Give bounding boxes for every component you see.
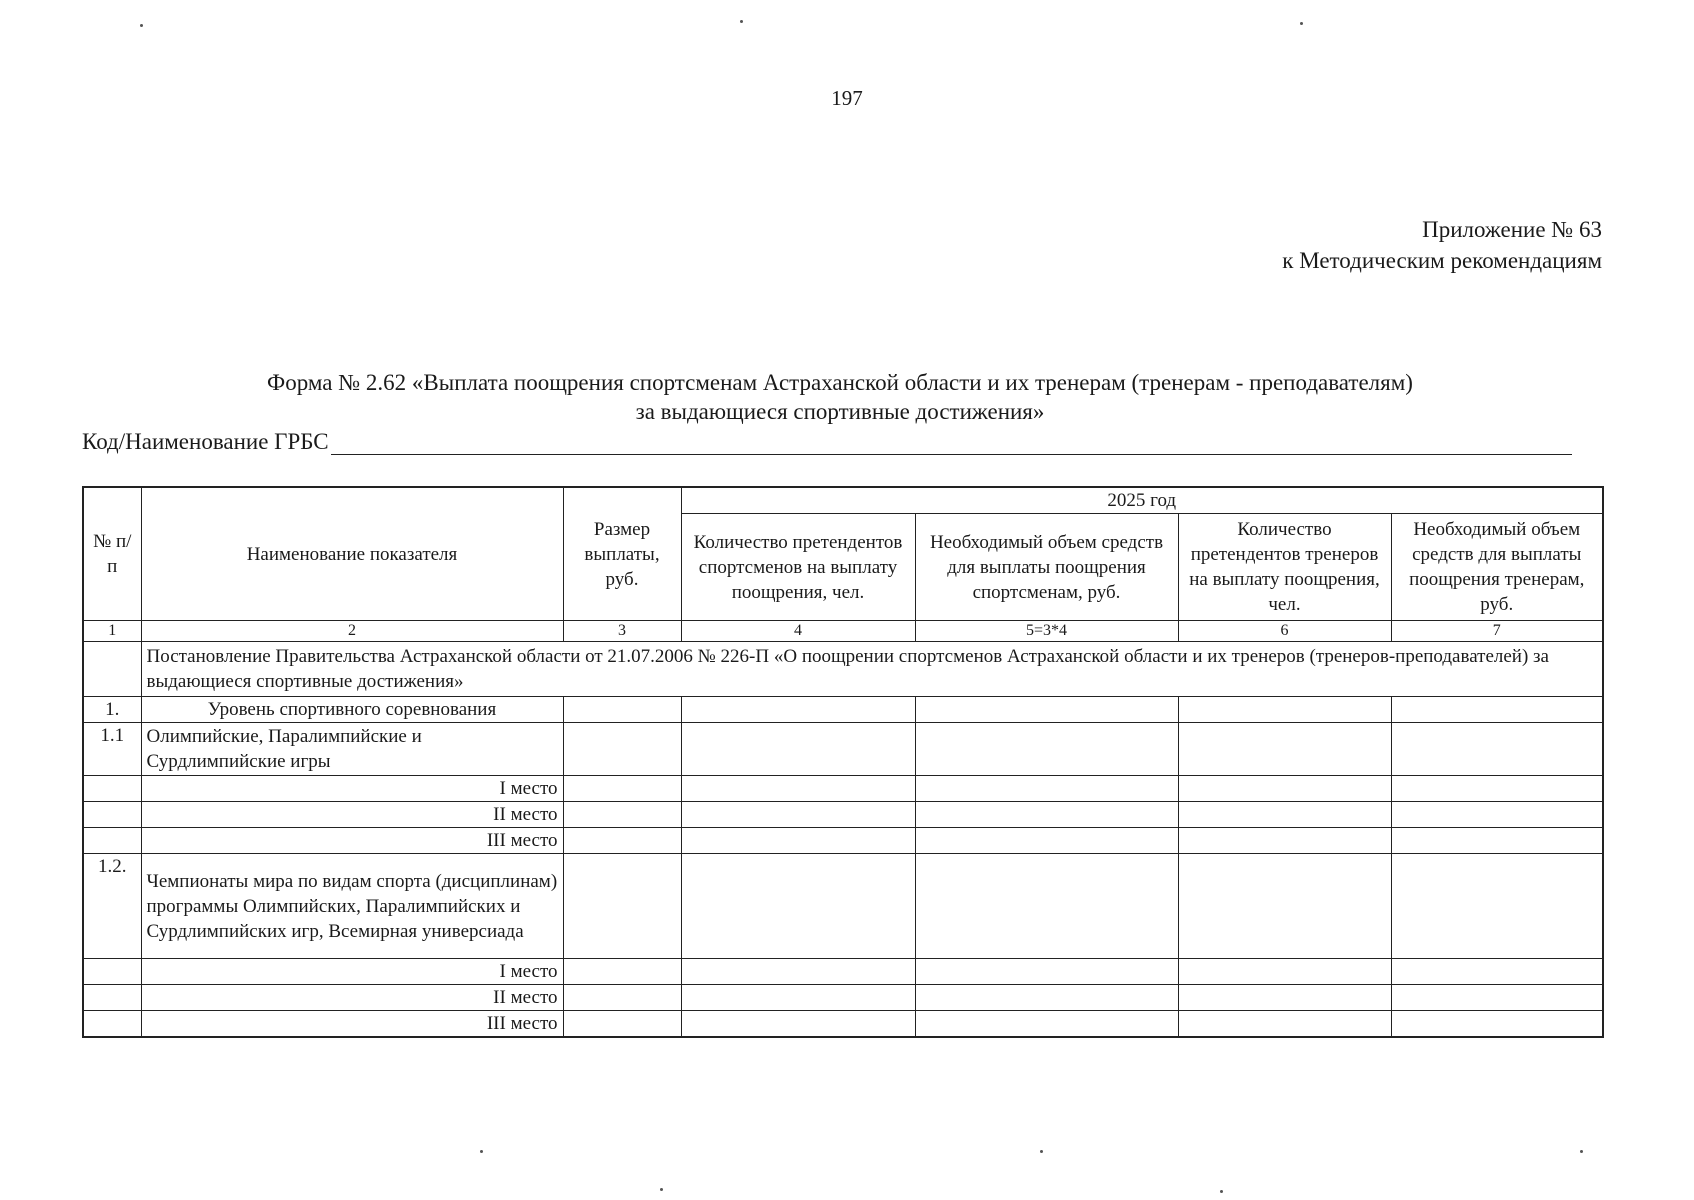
column-number: 3 [563, 621, 681, 642]
row-num [83, 802, 141, 828]
row-num [83, 985, 141, 1011]
row-name: III место [141, 1011, 563, 1038]
athletes-funds-cell [915, 802, 1178, 828]
coaches-count-cell [1178, 697, 1391, 723]
payment-cell [563, 854, 681, 959]
athletes-count-cell [681, 776, 915, 802]
scan-speck [1300, 22, 1303, 25]
scan-speck [140, 24, 143, 27]
resolution-row [83, 642, 1603, 697]
table-row [83, 854, 1603, 959]
row-name: III место [141, 828, 563, 854]
table-row [83, 985, 1603, 1011]
athletes-count-cell [681, 802, 915, 828]
resolution-num-cell [83, 642, 141, 697]
athletes-count-cell [681, 854, 915, 959]
header-athletes-count: Количество претендентов спортсменов на выплату поощрения, чел. [681, 514, 915, 621]
coaches-count-cell [1178, 802, 1391, 828]
row-num [83, 1011, 141, 1038]
row-name: Олимпийские, Паралимпийские и Сурдлимпийские игры [141, 723, 563, 776]
appendix-subtitle: к Методическим рекомендациям [1282, 248, 1602, 273]
table-row [83, 776, 1603, 802]
appendix-title: Приложение № 63 [1422, 217, 1602, 242]
row-name: I место [141, 776, 563, 802]
row-num: 1.1 [83, 723, 141, 776]
header-payment: Размер выплаты, руб. [563, 487, 681, 621]
coaches-funds-cell [1391, 776, 1603, 802]
row-name: II место [141, 985, 563, 1011]
coaches-funds-cell [1391, 802, 1603, 828]
column-number: 5=3*4 [915, 621, 1178, 642]
header-year: 2025 год [681, 487, 1603, 514]
table-row [83, 802, 1603, 828]
payment-cell [563, 985, 681, 1011]
scan-speck [1220, 1190, 1223, 1193]
scan-speck [740, 20, 743, 23]
grbs-label: Код/Наименование ГРБС [82, 429, 329, 454]
payment-cell [563, 828, 681, 854]
row-num [83, 828, 141, 854]
scan-speck [660, 1188, 663, 1191]
coaches-funds-cell [1391, 854, 1603, 959]
grbs-fill-line [331, 430, 1572, 455]
coaches-funds-cell [1391, 1011, 1603, 1038]
athletes-funds-cell [915, 828, 1178, 854]
coaches-count-cell [1178, 723, 1391, 776]
athletes-funds-cell [915, 723, 1178, 776]
scan-speck [1040, 1150, 1043, 1153]
column-number-row [83, 621, 1603, 642]
row-num: 1. [83, 697, 141, 723]
athletes-funds-cell [915, 959, 1178, 985]
athletes-funds-cell [915, 1011, 1178, 1038]
coaches-count-cell [1178, 828, 1391, 854]
coaches-funds-cell [1391, 959, 1603, 985]
athletes-count-cell [681, 828, 915, 854]
grbs-field [82, 429, 1572, 455]
coaches-funds-cell [1391, 723, 1603, 776]
scan-speck [1580, 1150, 1583, 1153]
table-row [83, 723, 1603, 776]
payment-cell [563, 802, 681, 828]
header-athletes-funds: Необходимый объем средств для выплаты поощрения спортсменам, руб. [915, 514, 1178, 621]
athletes-count-cell [681, 697, 915, 723]
payment-cell [563, 723, 681, 776]
page-number: 197 [831, 86, 863, 110]
row-num [83, 776, 141, 802]
coaches-count-cell [1178, 959, 1391, 985]
coaches-count-cell [1178, 985, 1391, 1011]
coaches-funds-cell [1391, 828, 1603, 854]
row-name: Уровень спортивного соревнования [141, 697, 563, 723]
column-number: 4 [681, 621, 915, 642]
row-num [83, 959, 141, 985]
athletes-count-cell [681, 1011, 915, 1038]
resolution-text: Постановление Правительства Астраханской области от 21.07.2006 № 226-П «О поощрении спортсменов Астраханской области и их тренеров (тренеров-преподавателей) за выдающиеся спортивные достижения» [141, 642, 1603, 697]
form-title-line-1: Форма № 2.62 «Выплата поощрения спортсменам Астраханской области и их тренерам (тренерам - преподавателям) [267, 370, 1413, 395]
payment-cell [563, 1011, 681, 1038]
payment-cell [563, 776, 681, 802]
header-num: № п/п [83, 487, 141, 621]
coaches-count-cell [1178, 1011, 1391, 1038]
column-number: 1 [83, 621, 141, 642]
row-name: Чемпионаты мира по видам спорта (дисциплинам) программы Олимпийских, Паралимпийских и Сурдлимпийских игр, Всемирная универсиада [141, 854, 563, 959]
athletes-funds-cell [915, 697, 1178, 723]
table-row [83, 828, 1603, 854]
athletes-count-cell [681, 959, 915, 985]
header-row-main [83, 487, 1603, 514]
athletes-funds-cell [915, 776, 1178, 802]
payment-cell [563, 697, 681, 723]
header-coaches-funds: Необходимый объем средств для выплаты поощрения тренерам, руб. [1391, 514, 1603, 621]
form-title [120, 368, 1560, 426]
column-number: 6 [1178, 621, 1391, 642]
scan-speck [480, 1150, 483, 1153]
coaches-funds-cell [1391, 697, 1603, 723]
table-row [83, 959, 1603, 985]
row-num: 1.2. [83, 854, 141, 959]
coaches-funds-cell [1391, 985, 1603, 1011]
appendix-block [1282, 214, 1602, 276]
payment-cell [563, 959, 681, 985]
header-name: Наименование показателя [141, 487, 563, 621]
athletes-count-cell [681, 985, 915, 1011]
column-number: 2 [141, 621, 563, 642]
coaches-count-cell [1178, 776, 1391, 802]
athletes-count-cell [681, 723, 915, 776]
header-coaches-count: Количество претендентов тренеров на выплату поощрения, чел. [1178, 514, 1391, 621]
form-title-line-2: за выдающиеся спортивные достижения» [635, 399, 1045, 424]
table-row [83, 697, 1603, 723]
coaches-count-cell [1178, 854, 1391, 959]
column-number: 7 [1391, 621, 1603, 642]
athletes-funds-cell [915, 985, 1178, 1011]
row-name: II место [141, 802, 563, 828]
report-table [82, 486, 1604, 1038]
row-name: I место [141, 959, 563, 985]
table-row [83, 1011, 1603, 1038]
athletes-funds-cell [915, 854, 1178, 959]
